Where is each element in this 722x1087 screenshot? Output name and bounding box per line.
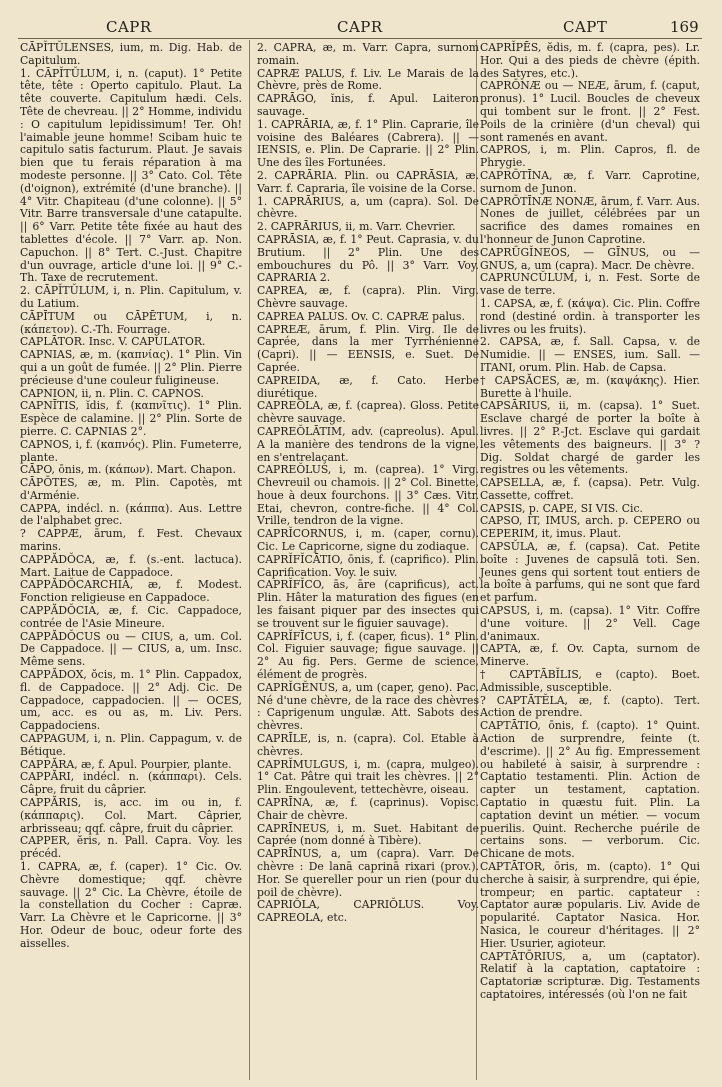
dictionary-entry: CAPREIDA, æ, f. Cato. Herbe diurétique. [257, 373, 479, 400]
dictionary-entry: CAPRIŎLA, CAPRIŎLUS. Voy. CAPREOLA, etc. [257, 898, 479, 925]
dictionary-entry: CAPSĀRIUS, ii, m. (capsa). 1° Suet. Esclave chargé de porter la boîte à livres. || 2° P.-Jct. Esclave qui gardait les vêtements des baigneurs. || 3° ? Dig. Soldat chargé de garder les registres ou les vêtements. [480, 399, 700, 477]
dictionary-entry: 1. CAPSA, æ, f. (κάψα). Cic. Plin. Coffre rond (destiné ordin. à transporter les livres ou les fruits). [480, 296, 700, 336]
dictionary-entry: CAPREŎLA, æ, f. (caprea). Gloss. Petite chèvre sauvage. [257, 399, 479, 426]
dictionary-entry: CAPRĀSIA, æ, f. 1° Peut. Caprasia, v. du Brutium. || 2° Plin. Une des embouchures du Pô. || 3° Varr. Voy. CAPRARIA 2. [257, 232, 479, 285]
dictionary-entry: CAPNĪTIS, ĭdis, f. (καπνῖτις). 1° Plin. Espèce de calamine. || 2° Plin. Sorte de pierre. C. CAPNIAS 2°. [20, 399, 242, 438]
dictionary-entry: CAPPĂDŎCIA, æ, f. Cic. Cappadoce, contrée de l'Asie Mineure. [20, 604, 242, 630]
dictionary-entry: CAPTĀTŌRIUS, a, um (captator). Relatif à la captation, captatoire : Captatoriæ scripturæ. Dig. Testaments captatoires, intéressés (où l'on ne fait [480, 949, 700, 1001]
dictionary-entry: CAPRĪLE, is, n. (capra). Col. Etable à chèvres. [257, 732, 479, 758]
dictionary-entry: CAPREŎLUS, i, m. (caprea). 1° Virg. Chevreuil ou chamois. || 2° Col. Binette, houe à deux fourchons. || 3° Cæs. Vitr. Etai, chevron, contre-fiche. || 4° Col. Vrille, tendron de la vigne. [257, 463, 479, 528]
dictionary-entry: CĀPĬTŬLENSES, ium, m. Dig. Hab. de Capitulum. [20, 41, 242, 67]
dictionary-entry: CAPRĬFĬCO, ās, āre (caprificus), act. Plin. Hâter la maturation des figues (en les faisant piquer par des insectes qui se trouvent sur le figuier sauvage). [257, 578, 479, 630]
dictionary-entry: CAPRŌNÆ ou — NEÆ, ārum, f. (caput, pronus). 1° Lucil. Boucles de cheveux qui tombent sur le front. || 2° Fest. Poils de la crinière (d'un cheval) qui sont ramenés en avant. [480, 79, 700, 144]
dictionary-entry: CAPRŌTĪNA, æ, f. Varr. Caprotine, surnom de Junon. [480, 168, 700, 195]
dictionary-entry: CAPSUS, i, m. (capsa). 1° Vitr. Coffre d'une voiture. || 2° Vell. Cage d'animaux. [480, 604, 700, 643]
dictionary-entry: CAPRĪNUS, a, um (capra). Varr. De chèvre : De lanā caprinā rixari (prov.). Hor. Se quereller pour un rien (pour du poil de chèvre). [257, 847, 479, 899]
dictionary-entry: ? CAPTĀTĔLA, æ, f. (capto). Tert. Action de prendre. [480, 693, 700, 720]
dictionary-entry: CAPPER, ĕris, n. Pall. Capra. Voy. les précéd. [20, 834, 242, 861]
page-number: 169 [670, 18, 699, 36]
dictionary-entry: 2. CAPRA, æ, m. Varr. Capra, surnom romain. [257, 41, 479, 67]
column-2 [257, 42, 479, 925]
dictionary-entry: † CAPTĀBĬLIS, e (capto). Boet. Admissible, susceptible. [480, 668, 700, 694]
dictionary-entry: CAPRĬCORNUS, i, m. (caper, cornu). Cic. Le Capricorne, signe du zodiaque. [257, 527, 479, 554]
dictionary-entry: CAPRÆ PALUS, f. Liv. Le Marais de la Chèvre, près de Rome. [257, 66, 479, 93]
dictionary-entry: CAPRĬMULGUS, i, m. (capra, mulgeo). 1° Cat. Pâtre qui trait les chèvres. || 2° Plin. Engoulevent, tettechèvre, oiseau. [257, 757, 479, 797]
dictionary-entry: CAPPĂRI, indécl. n. (κάππαρι). Cels. Câpre, fruit du câprier. [20, 770, 242, 797]
dictionary-entry: CAPTĀTOR, ōris, m. (capto). 1° Qui cherche à saisir, à surprendre, qui épie, trompeur; en partic. captateur : Captator auræ popularis. Liv. Avide de popularité. Captator Nasica. Hor. Nasica, le coureur d'héritages. || 2° Hier. Usurier, agioteur. [480, 860, 700, 950]
dictionary-entry: CĀPŌTES, æ, m. Plin. Capotès, mt d'Arménie. [20, 476, 242, 502]
dictionary-entry: CAPPA, indécl. n. (κάππα). Aus. Lettre de l'alphabet grec. [20, 501, 242, 528]
dictionary-entry: CAPSO, IT, IMUS, arch. p. CEPERO ou CEPERIM, it, imus. Plaut. [480, 514, 700, 541]
dictionary-entry: CAPPAGUM, i, n. Plin. Cappagum, v. de Bétique. [20, 732, 242, 758]
dictionary-entry: 2. CAPRĀRIA. Plin. ou CAPRĀSIA, æ. Varr. f. Capraria, île voisine de la Corse. [257, 168, 479, 195]
dictionary-entry: CAPROS, i, m. Plin. Capros, fl. de Phrygie. [480, 143, 700, 170]
dictionary-entry: CAPPĂDOX, ŏcis, m. 1° Plin. Cappadox, fl. de Cappadoce. || 2° Adj. Cic. De Cappadoce, cappadocien. || — OCES, um, acc. es ou as, m. Liv. Pers. Cappadociens. [20, 668, 242, 733]
dictionary-entry: CAPSELLA, æ, f. (capsa). Petr. Vulg. Cassette, coffret. [480, 476, 700, 502]
running-head-left: CAPR [106, 18, 152, 36]
dictionary-entry: CAPNIAS, æ, m. (καπνίας). 1° Plin. Vin qui a un goût de fumée. || 2° Plin. Pierre précieuse d'une couleur fuligineuse. [20, 348, 242, 387]
dictionary-entry: 2. CAPSA, æ, f. Sall. Capsa, v. de Numidie. || — ENSES, ium. Sall. — ITANI, orum. Plin. Hab. de Capsa. [480, 335, 700, 374]
running-head-right: CAPT [563, 18, 608, 36]
running-head-center: CAPR [337, 18, 383, 36]
dictionary-entry: 1. CAPRĀRIUS, a, um (capra). Sol. De chèvre. [257, 194, 479, 221]
dictionary-entry: CAPTĀTIO, ōnis, f. (capto). 1° Quint. Action de surprendre, feinte (t. d'escrime). || 2° Au fig. Empressement ou habileté à saisir, à surprendre : Captatio testamenti. Plin. Action de capter un testament, captation. Captatio in quæstu fuit. Plin. La captation devint un métier. — vocum puerilis. Quint. Recherche puérile de certains sons. — verborum. Cic. Chicane de mots. [480, 719, 700, 861]
dictionary-entry: CAPPĂRIS, is, acc. im ou in, f. (κάππαρις). Col. Mart. Câprier, arbrisseau; qqf. câpre, fruit du câprier. [20, 796, 242, 835]
dictionary-entry: CĀPĪTUM ou CĀPĒTUM, i, n. (κάπετον). C.-Th. Fourrage. [20, 309, 242, 336]
dictionary-entry: CAPRĬGĔNUS, a, um (caper, geno). Pac. Né d'une chèvre, de la race des chèvres : Caprigenum ungulæ. Att. Sabots des chèvres. [257, 680, 479, 733]
dictionary-entry: CAPRŌTĪNÆ NONÆ, ārum, f. Varr. Aus. Nones de juillet, célébrées par un sacrifice des dames romaines en l'honneur de Junon Caprotine. [480, 194, 700, 246]
dictionary-entry: CAPTA, æ, f. Ov. Capta, surnom de Minerve. [480, 642, 700, 669]
dictionary-entry: ? CAPPÆ, ārum, f. Fest. Chevaux marins. [20, 527, 242, 554]
dictionary-entry: CAPRUNCŬLUM, i, n. Fest. Sorte de vase de terre. [480, 271, 700, 298]
dictionary-entry: CAPNION, ii, n. Plin. C. CAPNOS. [20, 386, 204, 400]
dictionary-entry: CAPPĂDŎCARCHIA, æ, f. Modest. Fonction religieuse en Cappadoce. [20, 578, 242, 605]
dictionary-entry: CĀPO, ōnis, m. (κάπων). Mart. Chapon. [20, 463, 236, 477]
dictionary-entry: CAPREŎLĀTIM, adv. (capreolus). Apul. A la manière des tendrons de la vigne, en s'entrelaçant. [257, 424, 479, 464]
column-3 [480, 42, 700, 1002]
dictionary-entry: 2. CAPRĀRIUS, ii, m. Varr. Chevrier. [257, 220, 456, 234]
dictionary-entry: CAPRĬFĬCĀTIO, ōnis, f. (caprifico). Plin. Caprification. Voy. le suiv. [257, 552, 479, 579]
dictionary-entry: CAPNOS, i, f. (καπνός). Plin. Fumeterre, plante. [20, 437, 242, 464]
dictionary-entry: CAPSIS, p. CAPE, SI VIS. Cic. [480, 501, 643, 515]
dictionary-entry: † CAPSĂCES, æ, m. (καψάκης). Hier. Burette à l'huile. [480, 373, 700, 400]
dictionary-entry: CAPLĀTOR. Insc. V. CAPULATOR. [20, 335, 206, 349]
dictionary-entry: CAPREA, æ, f. (capra). Plin. Virg. Chèvre sauvage. [257, 284, 479, 310]
dictionary-entry: CAPPĂRA, æ, f. Apul. Pourpier, plante. [20, 757, 232, 771]
dictionary-entry: CAPRĬFĪCUS, i, f. (caper, ficus). 1° Plin. Col. Figuier sauvage; figue sauvage. || 2° Au fig. Pers. Germe de science, élément de progrès. [257, 629, 479, 682]
dictionary-entry: CAPRĪNEUS, i, m. Suet. Habitant de Caprée (nom donné à Tibère). [257, 821, 479, 848]
column-1 [20, 42, 242, 951]
dictionary-entry: 1. CĀPĬTŬLUM, i, n. (caput). 1° Petite tête, tête : Operto capitulo. Plaut. La tête couverte. Capitulum hædi. Cels. Tête de chevreau. || 2° Homme, individu : O capitulum lepidissimum! Ter. Oh! l'aimable jeune homme! Scibam huic te capitulo satis facturum. Plaut. Je savais bien que tu ferais réparation à ma modeste personne. || 3° Cato. Col. Tête (d'oignon), extrémité (d'une branche). || 4° Vitr. Chapiteau (d'une colonne). || 5° Vitr. Barre transversale d'une catapulte. || 6° Varr. Petite tête fixée au haut des tablettes d'école. || 7° Varr. ap. Non. Capuchon. || 8° Tert. C.-Just. Chapitre d'un ouvrage, article d'une loi. || 9° C.-Th. Taxe de recrutement. [20, 66, 242, 285]
dictionary-entry: 1. CAPRĀRIA, æ, f. 1° Plin. Caprarie, île voisine des Baléares (Cabrera). || — IENSIS, e. Plin. De Caprarie. || 2° Plin. Une des îles Fortunées. [257, 117, 479, 170]
dictionary-entry: CAPRĀGO, ĭnis, f. Apul. Laiteron sauvage. [257, 92, 479, 118]
dictionary-entry: CAPREÆ, ārum, f. Plin. Virg. Ile de Caprée, dans la mer Tyrrhénienne (Capri). || — EENSIS, e. Suet. De Caprée. [257, 322, 479, 374]
dictionary-entry: CAPPĂDŎCA, æ, f. (s.-ent. lactuca). Mart. Laitue de Cappadoce. [20, 552, 242, 579]
dictionary-entry: CAPRĬPĒS, ĕdis, m. f. (capra, pes). Lr. Hor. Qui a des pieds de chèvre (épith. des Satyres, etc.). [480, 41, 700, 80]
dictionary-entry: CAPRŪGĬNEOS, — GĪNUS, ou — GNUS, a, um (capra). Macr. De chèvre. [480, 245, 700, 272]
dictionary-entry: CAPSŬLA, æ, f. (capsa). Cat. Petite boîte : Juvenes de capsulā toti. Sen. Jeunes gens qui sortent tout entiers de la boîte à parfums, qui ne sont que fard et parfum. [480, 540, 700, 605]
dictionary-entry: 2. CĀPĬTŬLUM, i, n. Plin. Capitulum, v. du Latium. [20, 284, 242, 310]
dictionary-entry: 1. CAPRA, æ, f. (caper). 1° Cic. Ov. Chèvre domestique; qqf. chèvre sauvage. || 2° Cic. La Chèvre, étoile de la constellation du Cocher : Capræ. Varr. La Chèvre et le Capricorne. || 3° Hor. Odeur de bouc, odeur forte des aisselles. [20, 860, 242, 950]
column-divider [249, 40, 250, 1080]
dictionary-entry: CAPRĪNA, æ, f. (caprinus). Vopisc. Chair de chèvre. [257, 796, 479, 822]
header-rule [18, 38, 702, 39]
dictionary-entry: CAPREA PALUS. Ov. C. CAPRÆ palus. [257, 309, 465, 323]
dictionary-entry: CAPPĂDŎCUS ou — CIUS, a, um. Col. De Cappadoce. || — CIUS, a, um. Insc. Même sens. [20, 629, 242, 669]
